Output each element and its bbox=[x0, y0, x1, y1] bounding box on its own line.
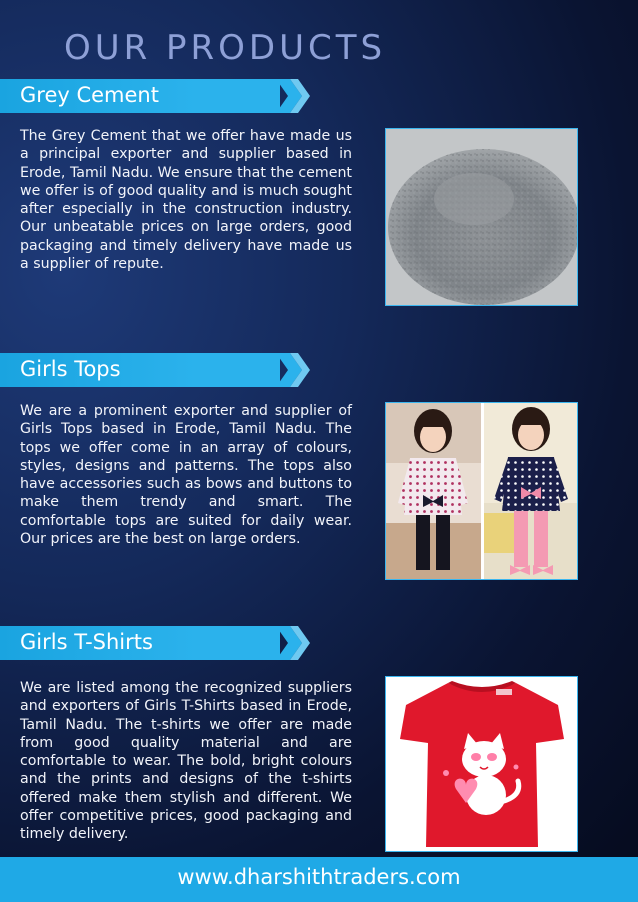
product-title: Grey Cement bbox=[20, 83, 159, 107]
product-banner bbox=[0, 626, 280, 660]
footer-bar bbox=[0, 857, 638, 902]
girls-tops-photo-icon bbox=[386, 403, 578, 580]
product-description: We are a prominent exporter and supplier of Girls Tops based in Erode, Tamil Nadu. The tops we offer come in an array of colours, styles, designs and patterns. The tops also have accessories such as bows and buttons to make them trendy and smart. The comfortable tops are suited for daily wear. Our prices are the best on large orders. bbox=[20, 403, 352, 548]
product-description: We are listed among the recognized suppliers and exporters of Girls T-Shirts based in Erode, Tamil Nadu. The t-shirts we offer are made from good quality material and are comfortable to wear. The bold, bright colours and the prints and designs of the t-shirts offered make them stylish and different. We offer competitive prices, good packaging and timely delivery. bbox=[20, 680, 352, 843]
chevron-right-icon bbox=[276, 79, 316, 113]
product-title: Girls Tops bbox=[20, 357, 121, 381]
product-image bbox=[385, 402, 578, 580]
product-banner bbox=[0, 353, 280, 387]
chevron-right-icon bbox=[276, 353, 316, 387]
product-banner bbox=[0, 79, 280, 113]
product-title: Girls T-Shirts bbox=[20, 630, 153, 654]
product-description: The Grey Cement that we offer have made us a principal exporter and supplier based in Erode, Tamil Nadu. We ensure that the cement we offer is of good quality and is much sought after especially in the construction industry. Our unbeatable prices on large orders, good packaging and timely delivery have made us a supplier of repute. bbox=[20, 128, 352, 273]
product-image bbox=[385, 676, 578, 852]
website-link[interactable]: www.dharshithtraders.com bbox=[177, 865, 461, 889]
chevron-right-icon bbox=[276, 626, 316, 660]
red-t-shirt-icon bbox=[386, 677, 578, 852]
product-image bbox=[385, 128, 578, 306]
page-title: OUR PRODUCTS bbox=[63, 28, 387, 68]
cement-pile-icon bbox=[386, 129, 578, 306]
